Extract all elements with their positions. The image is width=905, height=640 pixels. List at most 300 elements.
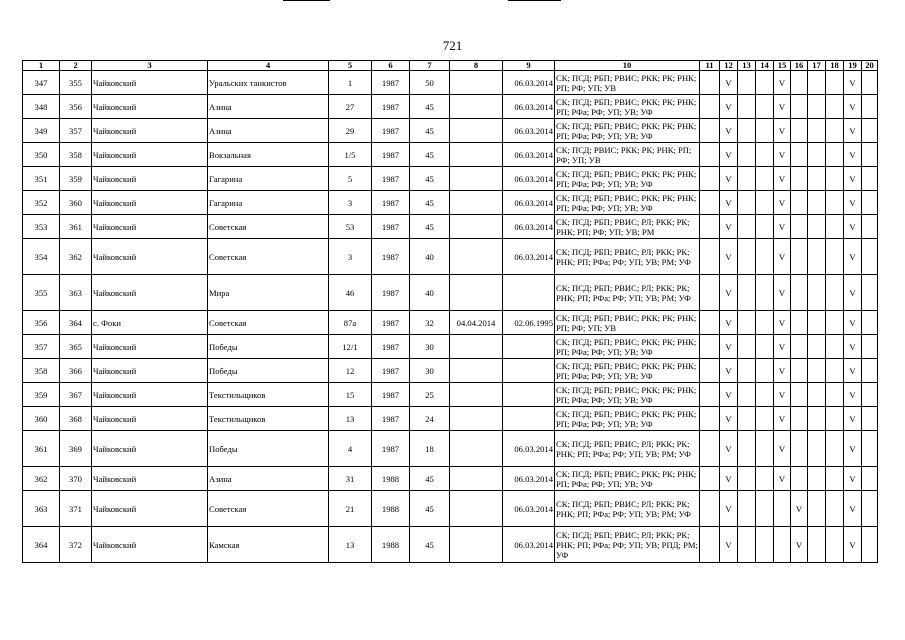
year-built-cell: 1988 — [372, 491, 410, 527]
mark-18-cell — [826, 527, 844, 563]
mark-12-cell: V — [720, 71, 738, 95]
mark-14-cell — [756, 215, 774, 239]
row-number-cell: 349 — [23, 119, 60, 143]
street-cell: Азина — [208, 95, 329, 119]
table-body — [23, 71, 878, 563]
mark-15-cell: V — [774, 239, 791, 275]
mark-19-cell: V — [844, 467, 862, 491]
mark-14-cell — [756, 119, 774, 143]
column-header-6: 6 — [372, 61, 410, 71]
mark-14-cell — [756, 383, 774, 407]
mark-17-cell — [808, 191, 826, 215]
mark-19-cell: V — [844, 311, 862, 335]
mark-13-cell — [738, 311, 756, 335]
mark-16-cell — [791, 275, 808, 311]
mark-11-cell — [700, 215, 720, 239]
mark-16-cell — [791, 311, 808, 335]
mark-20-cell — [862, 527, 878, 563]
mark-19-cell: V — [844, 95, 862, 119]
date-b-cell — [503, 407, 555, 431]
year-built-cell: 1987 — [372, 119, 410, 143]
work-types-cell: СК; ПСД; РБП; РВИС; РЛ; РКК; РК; РНК; РП; РФа; РФ; УП; УВ; РМ; УФ — [555, 275, 700, 311]
date-a-cell — [450, 335, 503, 359]
record-number-cell: 361 — [60, 215, 92, 239]
house-number-cell: 27 — [329, 95, 372, 119]
mark-19-cell: V — [844, 167, 862, 191]
date-b-cell — [503, 335, 555, 359]
mark-11-cell — [700, 275, 720, 311]
year-built-cell: 1987 — [372, 311, 410, 335]
table-row — [23, 335, 878, 359]
date-b-cell: 06.03.2014 — [503, 527, 555, 563]
row-number-cell: 358 — [23, 359, 60, 383]
date-a-cell — [450, 491, 503, 527]
mark-13-cell — [738, 335, 756, 359]
year-built-cell: 1987 — [372, 359, 410, 383]
table-row — [23, 359, 878, 383]
mark-14-cell — [756, 167, 774, 191]
column-header-13: 13 — [738, 61, 756, 71]
date-b-cell: 06.03.2014 — [503, 239, 555, 275]
column-header-7: 7 — [410, 61, 450, 71]
date-a-cell — [450, 95, 503, 119]
mark-12-cell: V — [720, 275, 738, 311]
record-number-cell: 357 — [60, 119, 92, 143]
date-b-cell: 06.03.2014 — [503, 95, 555, 119]
date-b-cell: 06.03.2014 — [503, 71, 555, 95]
row-number-cell: 356 — [23, 311, 60, 335]
mark-19-cell: V — [844, 239, 862, 275]
mark-12-cell: V — [720, 383, 738, 407]
date-b-cell: 02.06.1995 — [503, 311, 555, 335]
mark-13-cell — [738, 467, 756, 491]
column-header-8: 8 — [450, 61, 503, 71]
date-b-cell — [503, 275, 555, 311]
record-number-cell: 369 — [60, 431, 92, 467]
table-header-row — [23, 61, 878, 71]
date-a-cell — [450, 359, 503, 383]
year-built-cell: 1987 — [372, 407, 410, 431]
work-types-cell: СК; ПСД; РБП; РВИС; РЛ; РКК; РК; РНК; РП; РФ; УП; УВ; РМ — [555, 215, 700, 239]
mark-20-cell — [862, 467, 878, 491]
mark-20-cell — [862, 95, 878, 119]
mark-18-cell — [826, 191, 844, 215]
row-number-cell: 359 — [23, 383, 60, 407]
mark-12-cell: V — [720, 191, 738, 215]
mark-18-cell — [826, 215, 844, 239]
mark-19-cell: V — [844, 527, 862, 563]
locality-cell: Чайковский — [92, 275, 208, 311]
row-number-cell: 347 — [23, 71, 60, 95]
work-types-cell: СК; ПСД; РБП; РВИС; РКК; РК; РНК; РП; РФа; РФ; УП; УВ; УФ — [555, 359, 700, 383]
work-types-cell: СК; ПСД; РБП; РВИС; РКК; РК; РНК; РП; РФа; РФ; УП; УВ; УФ — [555, 167, 700, 191]
date-a-cell — [450, 167, 503, 191]
year-built-cell: 1987 — [372, 431, 410, 467]
house-number-cell: 87а — [329, 311, 372, 335]
mark-15-cell: V — [774, 215, 791, 239]
column-header-14: 14 — [756, 61, 774, 71]
mark-16-cell — [791, 95, 808, 119]
street-cell: Гагарина — [208, 167, 329, 191]
mark-15-cell: V — [774, 191, 791, 215]
house-number-cell: 1 — [329, 71, 372, 95]
record-number-cell: 358 — [60, 143, 92, 167]
page-number: 721 — [442, 38, 463, 53]
mark-12-cell: V — [720, 215, 738, 239]
locality-cell: Чайковский — [92, 527, 208, 563]
wear-percent-cell: 45 — [410, 215, 450, 239]
locality-cell: Чайковский — [92, 95, 208, 119]
row-number-cell: 354 — [23, 239, 60, 275]
row-number-cell: 355 — [23, 275, 60, 311]
work-types-cell: СК; ПСД; РВИС; РКК; РК; РНК; РП; РФ; УП; УВ — [555, 143, 700, 167]
house-number-cell: 3 — [329, 191, 372, 215]
mark-15-cell: V — [774, 467, 791, 491]
mark-18-cell — [826, 335, 844, 359]
mark-11-cell — [700, 431, 720, 467]
mark-17-cell — [808, 431, 826, 467]
mark-12-cell: V — [720, 335, 738, 359]
date-b-cell: 06.03.2014 — [503, 119, 555, 143]
row-number-cell: 348 — [23, 95, 60, 119]
column-header-5: 5 — [329, 61, 372, 71]
mark-11-cell — [700, 239, 720, 275]
street-cell: Текстильщиков — [208, 383, 329, 407]
record-number-cell: 366 — [60, 359, 92, 383]
house-number-cell: 13 — [329, 527, 372, 563]
work-types-cell: СК; ПСД; РБП; РВИС; РКК; РК; РНК; РП; РФа; РФ; УП; УВ; УФ — [555, 383, 700, 407]
mark-16-cell — [791, 239, 808, 275]
record-number-cell: 355 — [60, 71, 92, 95]
locality-cell: Чайковский — [92, 119, 208, 143]
mark-11-cell — [700, 527, 720, 563]
mark-20-cell — [862, 119, 878, 143]
mark-20-cell — [862, 275, 878, 311]
mark-17-cell — [808, 527, 826, 563]
row-number-cell: 353 — [23, 215, 60, 239]
mark-14-cell — [756, 359, 774, 383]
mark-16-cell — [791, 71, 808, 95]
record-number-cell: 362 — [60, 239, 92, 275]
date-a-cell — [450, 431, 503, 467]
street-cell: Мира — [208, 275, 329, 311]
work-types-cell: СК; ПСД; РБП; РВИС; РЛ; РКК; РК; РНК; РП; РФа; РФ; УП; УВ; РМ; УФ — [555, 239, 700, 275]
column-header-18: 18 — [826, 61, 844, 71]
mark-18-cell — [826, 239, 844, 275]
year-built-cell: 1987 — [372, 191, 410, 215]
mark-15-cell: V — [774, 359, 791, 383]
mark-17-cell — [808, 143, 826, 167]
mark-14-cell — [756, 335, 774, 359]
mark-11-cell — [700, 359, 720, 383]
mark-11-cell — [700, 335, 720, 359]
street-cell: Советская — [208, 311, 329, 335]
locality-cell: Чайковский — [92, 215, 208, 239]
mark-17-cell — [808, 359, 826, 383]
date-a-cell — [450, 215, 503, 239]
mark-16-cell — [791, 383, 808, 407]
mark-16-cell — [791, 167, 808, 191]
mark-13-cell — [738, 275, 756, 311]
mark-20-cell — [862, 359, 878, 383]
mark-15-cell: V — [774, 431, 791, 467]
mark-19-cell: V — [844, 407, 862, 431]
mark-11-cell — [700, 407, 720, 431]
year-built-cell: 1987 — [372, 383, 410, 407]
street-cell: Азина — [208, 119, 329, 143]
mark-11-cell — [700, 191, 720, 215]
column-header-9: 9 — [503, 61, 555, 71]
mark-17-cell — [808, 311, 826, 335]
work-types-cell: СК; ПСД; РБП; РВИС; РЛ; РКК; РК; РНК; РП; РФа; РФ; УП; УВ; РМ; УФ — [555, 491, 700, 527]
locality-cell: Чайковский — [92, 491, 208, 527]
date-a-cell — [450, 383, 503, 407]
row-number-cell: 364 — [23, 527, 60, 563]
mark-16-cell — [791, 191, 808, 215]
date-b-cell: 06.03.2014 — [503, 467, 555, 491]
mark-13-cell — [738, 407, 756, 431]
table-row — [23, 491, 878, 527]
street-cell: Уральских танкистов — [208, 71, 329, 95]
row-number-cell: 361 — [23, 431, 60, 467]
wear-percent-cell: 25 — [410, 383, 450, 407]
year-built-cell: 1987 — [372, 275, 410, 311]
record-number-cell: 356 — [60, 95, 92, 119]
mark-16-cell — [791, 407, 808, 431]
year-built-cell: 1988 — [372, 467, 410, 491]
mark-15-cell: V — [774, 119, 791, 143]
row-number-cell: 357 — [23, 335, 60, 359]
mark-12-cell: V — [720, 119, 738, 143]
row-number-cell: 350 — [23, 143, 60, 167]
wear-percent-cell: 45 — [410, 119, 450, 143]
record-number-cell: 364 — [60, 311, 92, 335]
mark-14-cell — [756, 407, 774, 431]
wear-percent-cell: 45 — [410, 527, 450, 563]
year-built-cell: 1987 — [372, 71, 410, 95]
mark-13-cell — [738, 191, 756, 215]
wear-percent-cell: 40 — [410, 275, 450, 311]
house-number-cell: 4 — [329, 431, 372, 467]
street-cell: Советская — [208, 239, 329, 275]
locality-cell: с. Фоки — [92, 311, 208, 335]
mark-15-cell: V — [774, 275, 791, 311]
wear-percent-cell: 50 — [410, 71, 450, 95]
mark-15-cell: V — [774, 383, 791, 407]
house-number-cell: 29 — [329, 119, 372, 143]
locality-cell: Чайковский — [92, 335, 208, 359]
mark-19-cell: V — [844, 383, 862, 407]
house-number-cell: 3 — [329, 239, 372, 275]
locality-cell: Чайковский — [92, 71, 208, 95]
mark-19-cell: V — [844, 215, 862, 239]
record-number-cell: 367 — [60, 383, 92, 407]
mark-17-cell — [808, 407, 826, 431]
mark-16-cell — [791, 467, 808, 491]
mark-12-cell: V — [720, 467, 738, 491]
mark-20-cell — [862, 215, 878, 239]
street-cell: Победы — [208, 431, 329, 467]
mark-14-cell — [756, 71, 774, 95]
locality-cell: Чайковский — [92, 431, 208, 467]
mark-16-cell — [791, 143, 808, 167]
street-cell: Советская — [208, 215, 329, 239]
row-number-cell: 363 — [23, 491, 60, 527]
table-row — [23, 467, 878, 491]
street-cell: Камская — [208, 527, 329, 563]
column-header-3: 3 — [92, 61, 208, 71]
mark-15-cell: V — [774, 407, 791, 431]
table-row — [23, 71, 878, 95]
wear-percent-cell: 30 — [410, 359, 450, 383]
mark-18-cell — [826, 407, 844, 431]
mark-19-cell: V — [844, 191, 862, 215]
table-row — [23, 191, 878, 215]
locality-cell: Чайковский — [92, 191, 208, 215]
work-types-cell: СК; ПСД; РБП; РВИС; РКК; РК; РНК; РП; РФа; РФ; УП; УВ; УФ — [555, 467, 700, 491]
year-built-cell: 1987 — [372, 239, 410, 275]
work-types-cell: СК; ПСД; РБП; РВИС; РЛ; РКК; РК; РНК; РП; РФа; РФ; УП; УВ; РПД; РМ; УФ — [555, 527, 700, 563]
top-rule-left — [283, 0, 330, 1]
mark-12-cell: V — [720, 311, 738, 335]
date-b-cell: 06.03.2014 — [503, 491, 555, 527]
date-b-cell: 06.03.2014 — [503, 167, 555, 191]
date-a-cell — [450, 143, 503, 167]
record-number-cell: 360 — [60, 191, 92, 215]
mark-19-cell: V — [844, 119, 862, 143]
mark-14-cell — [756, 527, 774, 563]
work-types-cell: СК; ПСД; РБП; РВИС; РКК; РК; РНК; РП; РФа; РФ; УП; УВ; УФ — [555, 191, 700, 215]
mark-12-cell: V — [720, 527, 738, 563]
mark-18-cell — [826, 119, 844, 143]
mark-13-cell — [738, 383, 756, 407]
wear-percent-cell: 30 — [410, 335, 450, 359]
mark-11-cell — [700, 467, 720, 491]
mark-18-cell — [826, 95, 844, 119]
mark-14-cell — [756, 467, 774, 491]
year-built-cell: 1987 — [372, 335, 410, 359]
mark-15-cell: V — [774, 95, 791, 119]
mark-16-cell — [791, 215, 808, 239]
mark-15-cell: V — [774, 167, 791, 191]
mark-13-cell — [738, 71, 756, 95]
mark-11-cell — [700, 383, 720, 407]
column-header-15: 15 — [774, 61, 791, 71]
street-cell: Победы — [208, 359, 329, 383]
work-types-cell: СК; ПСД; РБП; РВИС; РКК; РК; РНК; РП; РФ; УП; УВ — [555, 311, 700, 335]
table-row — [23, 527, 878, 563]
year-built-cell: 1987 — [372, 167, 410, 191]
mark-18-cell — [826, 71, 844, 95]
record-number-cell: 368 — [60, 407, 92, 431]
mark-18-cell — [826, 467, 844, 491]
top-rule-right — [508, 0, 561, 1]
mark-15-cell: V — [774, 311, 791, 335]
row-number-cell: 351 — [23, 167, 60, 191]
street-cell: Советская — [208, 491, 329, 527]
mark-11-cell — [700, 143, 720, 167]
mark-20-cell — [862, 191, 878, 215]
record-number-cell: 371 — [60, 491, 92, 527]
mark-20-cell — [862, 383, 878, 407]
wear-percent-cell: 24 — [410, 407, 450, 431]
house-number-cell: 13 — [329, 407, 372, 431]
mark-19-cell: V — [844, 143, 862, 167]
locality-cell: Чайковский — [92, 467, 208, 491]
column-header-12: 12 — [720, 61, 738, 71]
mark-18-cell — [826, 275, 844, 311]
date-a-cell — [450, 275, 503, 311]
table-row — [23, 275, 878, 311]
mark-13-cell — [738, 215, 756, 239]
mark-11-cell — [700, 167, 720, 191]
date-a-cell: 04.04.2014 — [450, 311, 503, 335]
table-row — [23, 407, 878, 431]
house-number-cell: 5 — [329, 167, 372, 191]
mark-12-cell: V — [720, 407, 738, 431]
date-b-cell: 06.03.2014 — [503, 431, 555, 467]
mark-15-cell: V — [774, 71, 791, 95]
mark-12-cell: V — [720, 359, 738, 383]
mark-11-cell — [700, 95, 720, 119]
wear-percent-cell: 18 — [410, 431, 450, 467]
mark-20-cell — [862, 167, 878, 191]
mark-12-cell: V — [720, 167, 738, 191]
mark-15-cell — [774, 491, 791, 527]
wear-percent-cell: 45 — [410, 491, 450, 527]
locality-cell: Чайковский — [92, 239, 208, 275]
street-cell: Азина — [208, 467, 329, 491]
wear-percent-cell: 45 — [410, 191, 450, 215]
mark-20-cell — [862, 71, 878, 95]
street-cell: Победы — [208, 335, 329, 359]
mark-18-cell — [826, 491, 844, 527]
mark-13-cell — [738, 119, 756, 143]
date-b-cell — [503, 383, 555, 407]
locality-cell: Чайковский — [92, 167, 208, 191]
street-cell: Гагарина — [208, 191, 329, 215]
table-row — [23, 119, 878, 143]
mark-17-cell — [808, 167, 826, 191]
mark-20-cell — [862, 335, 878, 359]
house-number-cell: 1/5 — [329, 143, 372, 167]
mark-14-cell — [756, 143, 774, 167]
locality-cell: Чайковский — [92, 143, 208, 167]
record-number-cell: 359 — [60, 167, 92, 191]
locality-cell: Чайковский — [92, 359, 208, 383]
wear-percent-cell: 45 — [410, 95, 450, 119]
mark-18-cell — [826, 383, 844, 407]
house-number-cell: 46 — [329, 275, 372, 311]
mark-12-cell: V — [720, 491, 738, 527]
work-types-cell: СК; ПСД; РБП; РВИС; РКК; РК; РНК; РП; РФа; РФ; УП; УВ; УФ — [555, 335, 700, 359]
register-table — [22, 60, 878, 563]
house-number-cell: 21 — [329, 491, 372, 527]
wear-percent-cell: 32 — [410, 311, 450, 335]
mark-11-cell — [700, 71, 720, 95]
date-a-cell — [450, 407, 503, 431]
date-a-cell — [450, 239, 503, 275]
mark-20-cell — [862, 407, 878, 431]
mark-15-cell — [774, 527, 791, 563]
mark-14-cell — [756, 239, 774, 275]
column-header-2: 2 — [60, 61, 92, 71]
mark-19-cell: V — [844, 71, 862, 95]
column-header-17: 17 — [808, 61, 826, 71]
mark-17-cell — [808, 119, 826, 143]
mark-16-cell — [791, 359, 808, 383]
mark-12-cell: V — [720, 239, 738, 275]
